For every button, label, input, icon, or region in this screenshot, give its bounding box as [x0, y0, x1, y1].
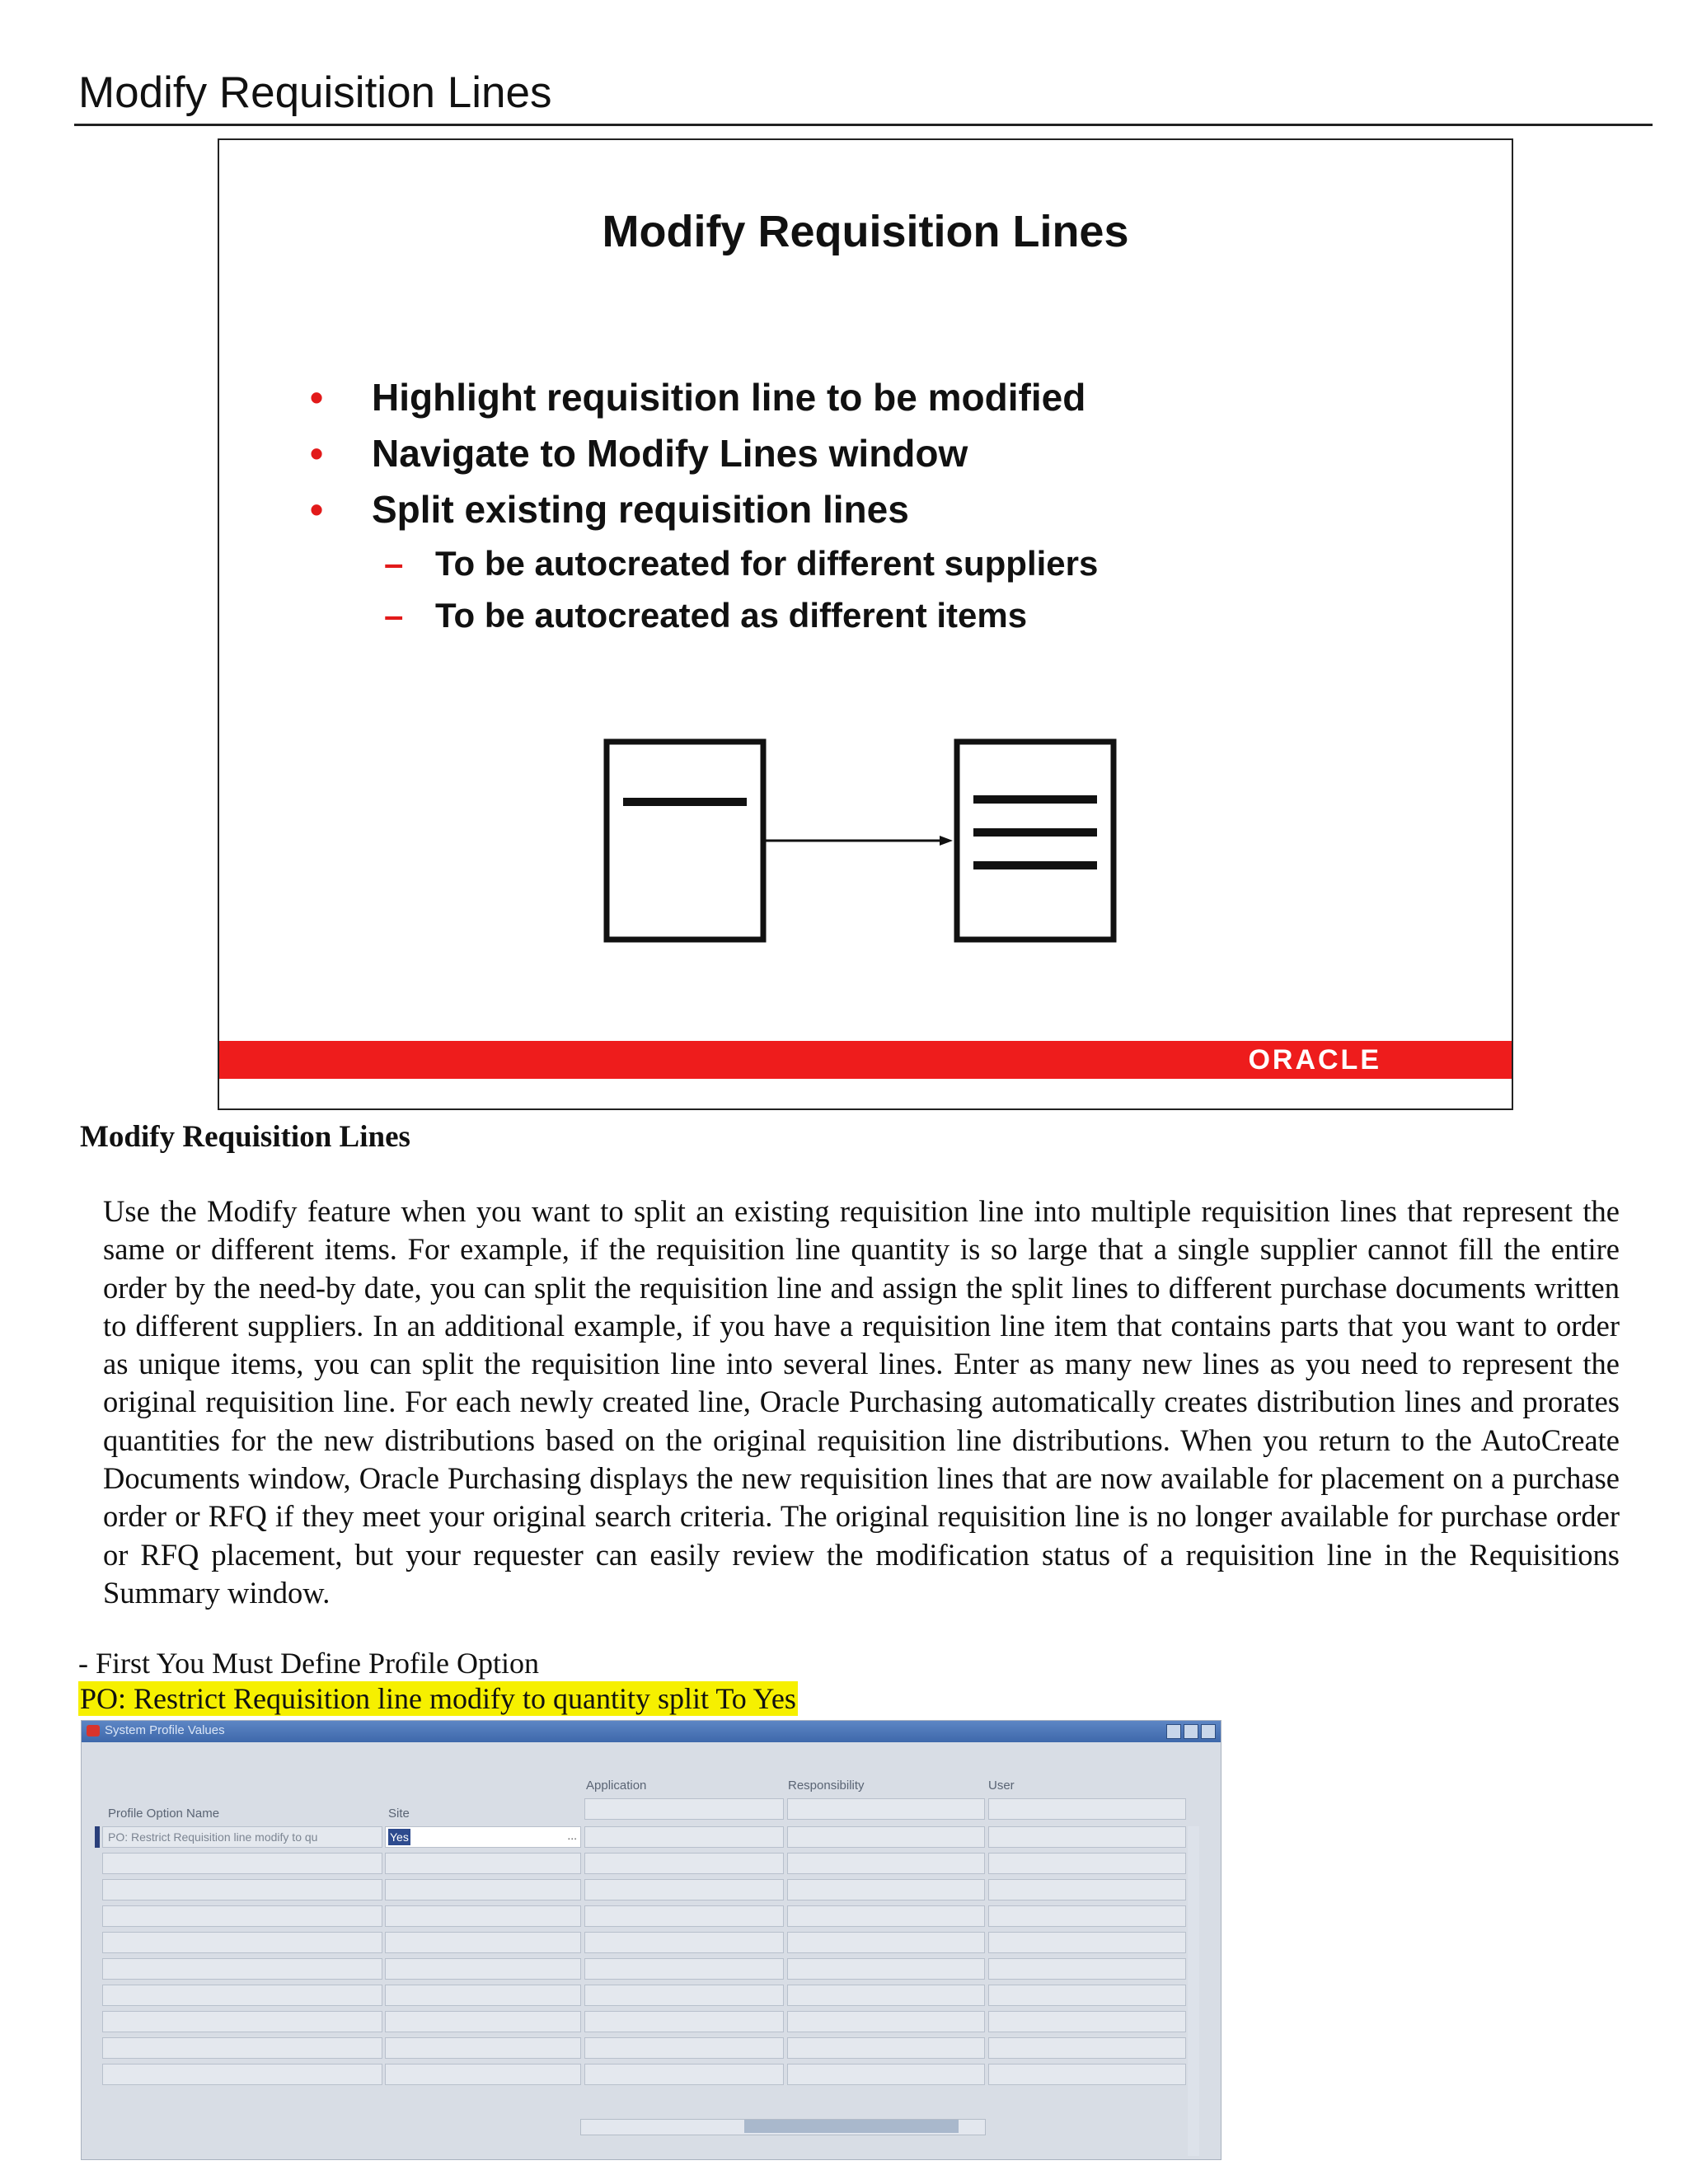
page-title: Modify Requisition Lines — [78, 68, 552, 117]
slide-title: Modify Requisition Lines — [602, 207, 1129, 256]
responsibility-value-field[interactable] — [787, 1958, 985, 1980]
column-header-responsibility: Responsibility — [788, 1779, 865, 1793]
responsibility-value-field[interactable] — [787, 2011, 985, 2032]
horizontal-scrollbar[interactable] — [580, 2119, 986, 2135]
user-value-field[interactable] — [988, 1853, 1186, 1874]
profile-option-name-field[interactable] — [102, 1932, 382, 1953]
user-value-field[interactable] — [988, 2011, 1186, 2032]
split-line-2 — [973, 828, 1097, 837]
profile-option-name-field[interactable] — [102, 1879, 382, 1900]
profile-option-name-field[interactable]: PO: Restrict Requisition line modify to qu — [102, 1826, 382, 1848]
split-line-1 — [973, 795, 1097, 804]
site-value-field[interactable]: Yes ... — [385, 1826, 581, 1848]
column-header-user: User — [988, 1779, 1015, 1793]
site-value-field[interactable] — [385, 2064, 581, 2085]
user-value-field[interactable] — [988, 2064, 1186, 2085]
site-value-field[interactable] — [385, 1932, 581, 1953]
oracle-app-icon — [87, 1725, 100, 1736]
application-value-field[interactable] — [584, 1853, 784, 1874]
minimize-icon[interactable] — [1166, 1724, 1181, 1739]
responsibility-value-field[interactable] — [787, 1853, 985, 1874]
maximize-icon[interactable] — [1184, 1724, 1198, 1739]
application-value-field[interactable] — [584, 1826, 784, 1848]
split-line-diagram — [219, 140, 1512, 1108]
user-value-field[interactable] — [988, 1879, 1186, 1900]
bullet-dot-icon: • — [310, 376, 324, 419]
user-header-field[interactable] — [988, 1798, 1186, 1820]
application-value-field[interactable] — [584, 2011, 784, 2032]
oracle-logo: ORACLE — [1248, 1044, 1381, 1076]
window-title: System Profile Values — [105, 1723, 225, 1737]
dash-icon: – — [384, 596, 404, 635]
profile-option-name-field[interactable] — [102, 2064, 382, 2085]
user-value-field[interactable] — [988, 2037, 1186, 2059]
current-record-indicator — [95, 1826, 100, 1848]
application-value-field[interactable] — [584, 1905, 784, 1927]
scrollbar-thumb[interactable] — [744, 2120, 959, 2133]
oracle-red-band — [219, 1041, 1512, 1079]
slide-bullet-3: • Split existing requisition lines — [310, 488, 909, 531]
vertical-scrollbar[interactable] — [1188, 1826, 1199, 2156]
profile-option-name-field[interactable] — [102, 1853, 382, 1874]
profile-option-name-field[interactable] — [102, 2037, 382, 2059]
responsibility-value-field[interactable] — [787, 1879, 985, 1900]
user-value-field[interactable] — [988, 1958, 1186, 1980]
responsibility-value-field[interactable] — [787, 1932, 985, 1953]
user-value-field[interactable] — [988, 1985, 1186, 2006]
title-rule — [74, 124, 1653, 126]
slide — [218, 138, 1513, 1110]
responsibility-value-field[interactable] — [787, 1905, 985, 1927]
column-header-site: Site — [388, 1807, 410, 1821]
user-value-field[interactable] — [988, 1826, 1186, 1848]
split-line-3 — [973, 861, 1097, 869]
application-value-field[interactable] — [584, 1932, 784, 1953]
notes-paragraph: Use the Modify feature when you want to split an existing requisition line into multiple requisition lines that represent the same or different items. For example, if the requisition line quantity is so large that a single supplier cannot fill the entire order by the need-by date, you can split the requisition line and assign the split lines to different purchase documents written to different suppliers. In an additional example, if you have a requisition line item that contains parts that you want to order as unique items, you can split the requisition line into several lines. Enter as many new lines as you need to represent the original requisition line. For each newly created line, Oracle Purchasing automatically creates distribution lines and prorates quantities for the new distributions based on the original requisition line distributions. When you return to the AutoCreate Documents window, Oracle Purchasing displays the new requisition lines that are now available for placement on a purchase order or RFQ if they meet your original search criteria. The original requisition line is no longer available for purchase order or RFQ placement, but your requester can easily review the modification status of a requisition line in the Requisitions Summary window. — [103, 1194, 1620, 1610]
profile-option-name-field[interactable] — [102, 1958, 382, 1980]
site-value-field[interactable] — [385, 2011, 581, 2032]
site-value-field[interactable] — [385, 1958, 581, 1980]
application-value-field[interactable] — [584, 1985, 784, 2006]
system-profile-values-window — [81, 1720, 1221, 2160]
responsibility-value-field[interactable] — [787, 2037, 985, 2059]
user-value-field[interactable] — [988, 1905, 1186, 1927]
application-value-field[interactable] — [584, 1879, 784, 1900]
application-value-field[interactable] — [584, 2037, 784, 2059]
slide-bullet-2: • Navigate to Modify Lines window — [310, 432, 968, 475]
responsibility-value-field[interactable] — [787, 1985, 985, 2006]
site-value-field[interactable] — [385, 1853, 581, 1874]
bullet-dot-icon: • — [310, 488, 324, 531]
arrow-head-icon — [940, 836, 953, 846]
profile-note: - First You Must Define Profile Option — [78, 1647, 540, 1680]
profile-option-name-field[interactable] — [102, 1905, 382, 1927]
site-value-field[interactable] — [385, 2037, 581, 2059]
responsibility-value-field[interactable] — [787, 2064, 985, 2085]
original-document-icon — [607, 742, 763, 940]
application-value-field[interactable] — [584, 1958, 784, 1980]
close-icon[interactable] — [1201, 1724, 1216, 1739]
slide-sub-bullet-1: – To be autocreated for different suppliers — [384, 544, 1099, 583]
site-value-field[interactable] — [385, 1879, 581, 1900]
bullet-dot-icon: • — [310, 432, 324, 475]
column-header-application: Application — [586, 1779, 647, 1793]
slide-bullet-1: • Highlight requisition line to be modified — [310, 376, 1086, 419]
split-document-icon — [957, 742, 1114, 940]
application-value-field[interactable] — [584, 2064, 784, 2085]
profile-option-name-field[interactable] — [102, 1985, 382, 2006]
user-value-field[interactable] — [988, 1932, 1186, 1953]
slide-sub-bullet-2: – To be autocreated as different items — [384, 596, 1028, 635]
profile-option-highlight: PO: Restrict Requisition line modify to quantity split To Yes — [80, 1682, 796, 1715]
site-value-field[interactable] — [385, 1905, 581, 1927]
notes-heading: Modify Requisition Lines — [80, 1120, 410, 1154]
responsibility-value-field[interactable] — [787, 1826, 985, 1848]
original-line — [623, 798, 747, 806]
profile-option-name-field[interactable] — [102, 2011, 382, 2032]
dash-icon: – — [384, 544, 404, 583]
site-value-field[interactable] — [385, 1985, 581, 2006]
application-header-field[interactable] — [584, 1798, 784, 1820]
responsibility-header-field[interactable] — [787, 1798, 985, 1820]
column-header-profile-option: Profile Option Name — [108, 1807, 220, 1821]
window-titlebar — [82, 1721, 1221, 1742]
list-of-values-icon[interactable]: ... — [567, 1829, 577, 1842]
